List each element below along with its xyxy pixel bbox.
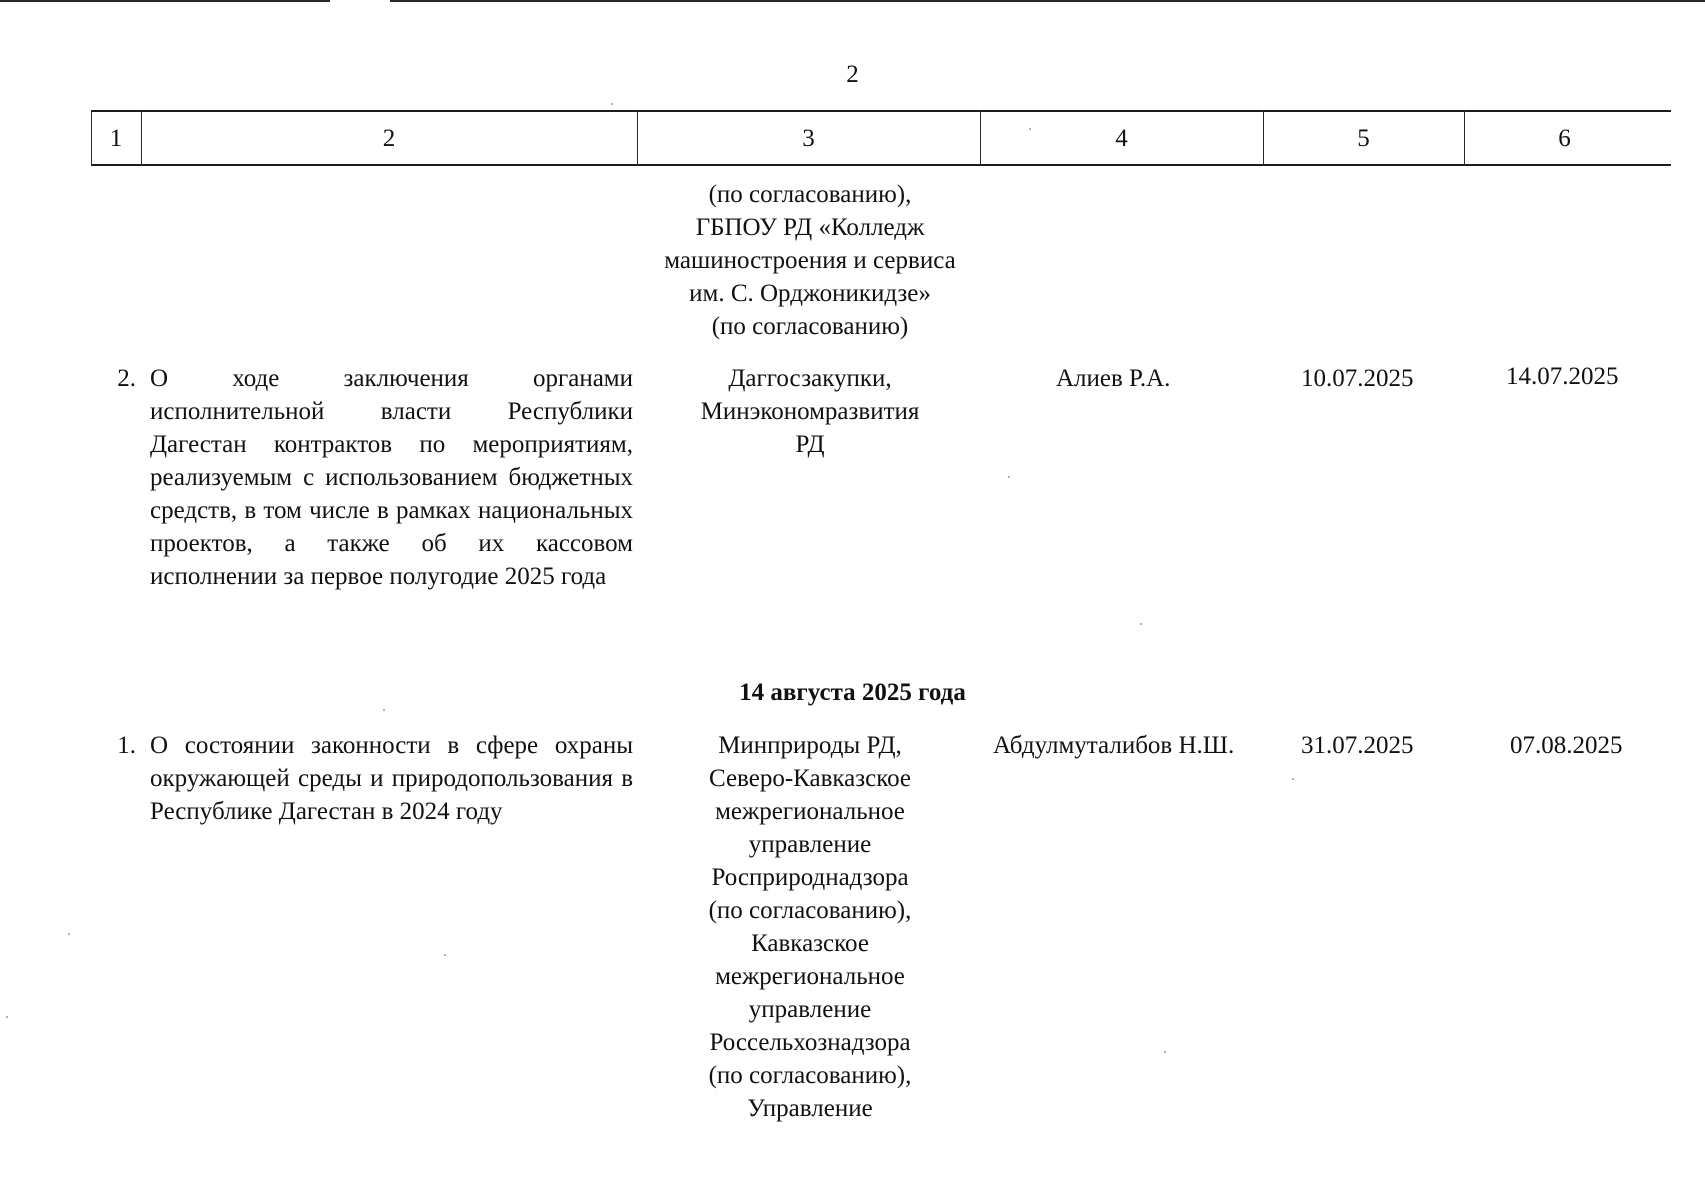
scan-speck — [1140, 623, 1142, 625]
header-bottom-border — [91, 164, 1671, 166]
executor-line: (по согласованию) — [711, 313, 909, 340]
executor-line: межрегиональное — [715, 798, 905, 825]
scan-speck — [1292, 778, 1294, 780]
scan-speck — [1008, 476, 1010, 478]
section-heading: 14 августа 2025 года — [739, 679, 966, 706]
executor-line: (по согласованию), — [708, 897, 912, 924]
header-col-5: 5 — [1357, 125, 1370, 152]
header-col-1: 1 — [109, 125, 123, 152]
executor-line: машиностроения и сервиса — [664, 247, 956, 274]
submit-date: 10.07.2025 — [1301, 365, 1414, 392]
executor-cell — [640, 362, 980, 461]
executor-line: Минприроды РД, — [718, 732, 902, 759]
header-col-2: 2 — [382, 125, 396, 152]
row-number: 1. — [117, 732, 136, 759]
executor-line: Минэкономразвития — [700, 398, 920, 425]
column-number-header — [91, 110, 1671, 166]
row-topic: О ходе заключения органами исполнительной власти Республики Дагестан контрактов по мероприятиям, реализуемым с использованием бюджетных средств, в том числе в рамках национальных проектов, а также об их кассовом исполнении за первое полугодие 2025 года — [150, 365, 633, 590]
executor-line: Северо-Кавказское — [708, 765, 911, 792]
executor-line: (по согласованию), — [708, 1062, 912, 1089]
executor-line: РД — [795, 431, 825, 458]
executor-line: Даггосзакупки, — [728, 365, 892, 392]
responsible-person: Абдулмуталибов Н.Ш. — [993, 732, 1235, 759]
row-topic: О состоянии законности в сфере охраны окружающей среды и природопользования в Республике Дагестан в 2024 году — [150, 732, 633, 825]
scan-speck — [68, 933, 70, 935]
submit-date: 31.07.2025 — [1301, 732, 1414, 759]
scan-speck — [1164, 1051, 1166, 1053]
header-col-4: 4 — [1115, 125, 1128, 152]
header-top-border — [91, 110, 1671, 112]
executor-line: Росприроднадзора — [711, 864, 909, 891]
continued-executor-cell — [640, 178, 980, 343]
executor-line: Россельхознадзора — [709, 1029, 911, 1056]
scan-speck — [611, 103, 613, 105]
scan-speck — [383, 709, 385, 711]
executor-line: ГБПОУ РД «Колледж — [695, 214, 925, 241]
executor-cell — [640, 729, 980, 1125]
executor-line: межрегиональное — [715, 963, 905, 990]
executor-line: управление — [748, 831, 872, 858]
responsible-person: Алиев Р.А. — [1056, 365, 1171, 392]
executor-line: (по согласованию), — [708, 181, 912, 208]
row-number: 2. — [117, 365, 136, 392]
executor-line: управление — [748, 996, 872, 1023]
header-col-3: 3 — [802, 125, 815, 152]
executor-line: Кавказское — [751, 930, 869, 957]
scan-speck — [6, 1016, 8, 1018]
scan-speck — [444, 954, 446, 956]
page-number: 2 — [846, 61, 859, 88]
deadline-date: 14.07.2025 — [1506, 363, 1619, 390]
header-col-6: 6 — [1558, 125, 1571, 152]
scan-edge-line — [0, 0, 330, 2]
executor-line: им. С. Орджоникидзе» — [689, 280, 931, 307]
executor-line: Управление — [747, 1095, 873, 1122]
scan-edge-line — [390, 0, 1705, 2]
deadline-date: 07.08.2025 — [1510, 732, 1623, 759]
